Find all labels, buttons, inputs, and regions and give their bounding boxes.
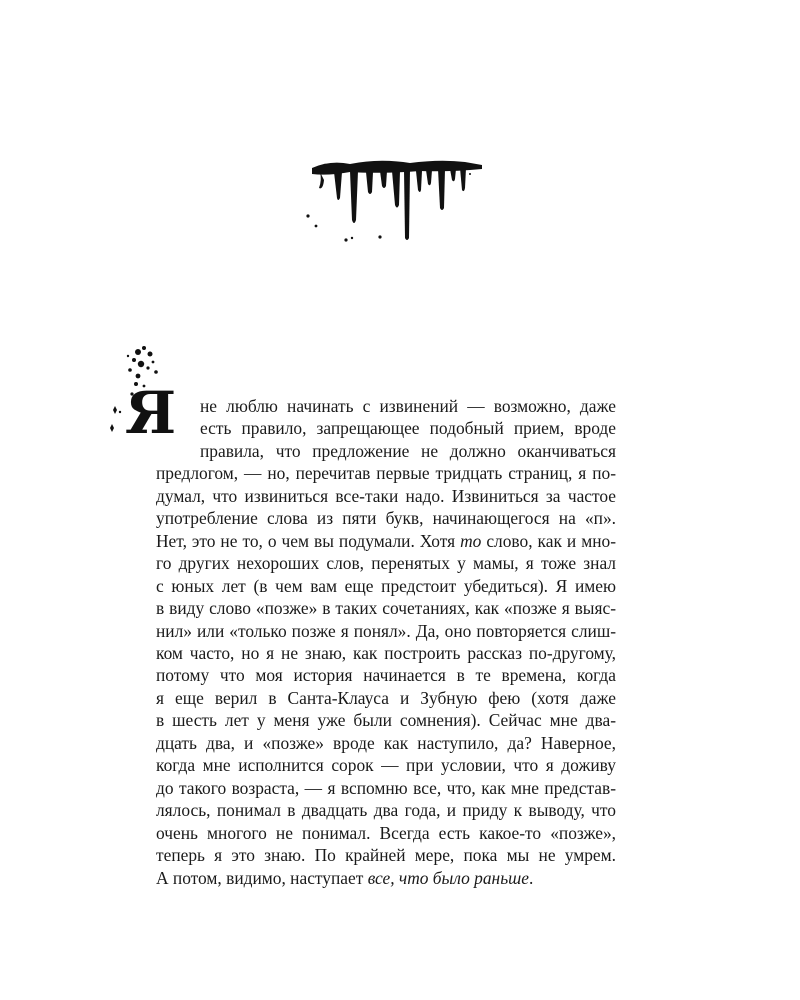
text-line: с юных лет (в чем вам еще предстоит убедиться). Я имею — [156, 575, 616, 596]
body-paragraph — [156, 395, 616, 889]
text-segment: . — [528, 867, 534, 888]
italic-text: то — [460, 530, 482, 551]
text-line: потому что моя история начинается в те времена, когда — [156, 665, 616, 686]
dripping-ink-ornament — [300, 150, 490, 245]
text-line: нил» или «только позже я понял». Да, оно повторяется слиш- — [156, 620, 616, 641]
text-line: употребление слова из пяти букв, начинающегося на «п». — [156, 508, 616, 529]
text-line: когда мне исполнится сорок — при условии, что я доживу — [156, 755, 616, 776]
text-line: есть правило, запрещающее подобный прием, вроде — [200, 418, 616, 439]
text-line: до такого возраста, — я вспомню все, что, как мне представ- — [156, 777, 616, 798]
italic-text: все, что было раньше — [367, 867, 529, 888]
text-line: в шесть лет у меня уже были сомнения). Сейчас мне два- — [156, 710, 616, 731]
text-line: предлогом, — но, перечитав первые тридцать страниц, я по- — [156, 463, 616, 484]
text-line: очень многого не понимал. Всегда есть какое-то «позже», — [156, 822, 616, 843]
text-line — [156, 530, 616, 552]
text-line: лялось, понимал в двадцать два года, и приду к выводу, что — [156, 800, 616, 821]
text-line — [156, 867, 616, 889]
text-segment: А потом, видимо, наступает — [156, 867, 368, 888]
text-line: ком часто, но я не знаю, как построить рассказ по-другому, — [156, 642, 616, 663]
text-line: думал, что извиниться все-таки надо. Извиниться за частое — [156, 485, 616, 506]
text-segment: Нет, это не то, о чем вы подумали. Хотя — [156, 530, 461, 551]
drop-cap-letter: Я — [125, 379, 176, 447]
text-line: в виду слово «позже» в таких сочетаниях, как «позже я выяс- — [156, 598, 616, 619]
text-line: го других нехороших слов, перенятых у мамы, я тоже знал — [156, 553, 616, 574]
text-line: я еще верил в Санта-Клауса и Зубную фею (хотя даже — [156, 687, 616, 708]
text-line: правила, что предложение не должно оканчиваться — [200, 440, 616, 461]
text-line: дцать два, и «позже» вроде как наступило, да? Наверное, — [156, 732, 616, 753]
text-line: теперь я это знаю. По крайней мере, пока мы не умрем. — [156, 845, 616, 866]
text-line: не люблю начинать с извинений — возможно, даже — [200, 396, 616, 416]
text-segment: слово, как и мно- — [481, 530, 616, 551]
